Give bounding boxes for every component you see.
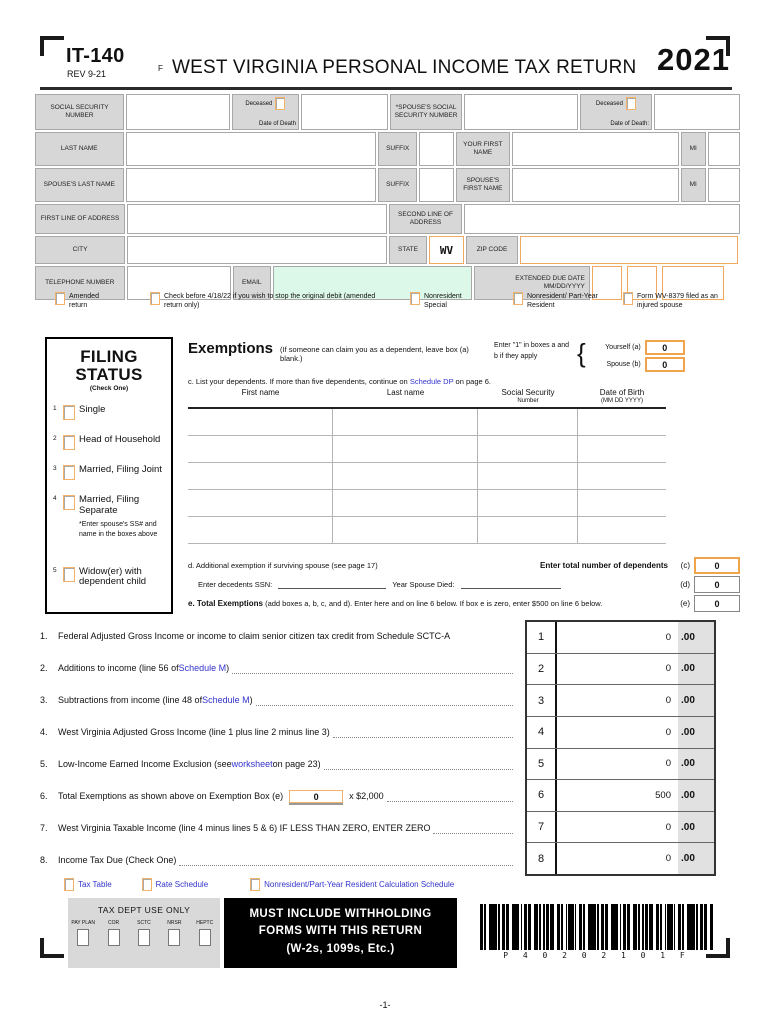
dependent-row (188, 409, 666, 436)
stop-debit-checkbox[interactable] (150, 292, 160, 305)
tax-dept-col-heptc: HEPTC (193, 920, 217, 946)
exemption-e-box[interactable]: 0 (694, 595, 740, 612)
last-name-input[interactable] (126, 132, 376, 166)
line-7-text: 7. West Virginia Taxable Income (line 4 minus lines 5 & 6) IF LESS THAN ZERO, ENTER ZERO (40, 812, 516, 844)
nonresident-calc-label: Nonresident/Part-Year Resident Calculation Schedule (264, 880, 455, 889)
amount-row-7: 7 0 .00 (527, 811, 714, 843)
header-first-name: First name (241, 388, 280, 397)
dotted-leader (433, 823, 513, 834)
tax-dept-col-sctc: SCTC (132, 920, 156, 946)
decedent-ssn-input[interactable] (278, 581, 386, 589)
schedule-m-link[interactable]: Schedule M (178, 662, 227, 673)
city-state-zip-row (35, 236, 740, 264)
line-3-text: 3. Subtractions from income (line 48 of Schedule M ) (40, 684, 516, 716)
line-6-text: 6. Total Exemptions as shown above on Exemption Box (e) 0 x $2,000 (40, 780, 516, 812)
dependent-ssn-cell[interactable] (478, 517, 578, 543)
last-name-label: LAST NAME (35, 132, 124, 166)
address2-input[interactable] (464, 204, 740, 234)
identity-section (35, 94, 740, 302)
spouse-suffix-input[interactable] (419, 168, 453, 202)
spouse-suffix-label: SUFFIX (378, 168, 417, 202)
page-number: -1- (379, 1000, 391, 1010)
barcode-block (480, 904, 713, 960)
tax-year: 2021 (657, 42, 730, 77)
line-8-amount[interactable]: 0 (665, 853, 671, 865)
filing-status-married-separate: 4 Married, Filing Separate *Enter spouse's SS# and name in the boxes above (53, 495, 167, 541)
filing-status-married-joint: 3 Married, Filing Joint (53, 465, 167, 480)
dependent-row (188, 436, 666, 463)
single-checkbox[interactable] (63, 405, 75, 420)
tax-dept-col-payplan: PAY PLAN (71, 920, 95, 946)
exemption-b-box[interactable]: 0 (645, 357, 685, 372)
amount-row-8: 8 0 .00 (527, 842, 714, 874)
email-label: EMAIL (233, 266, 271, 300)
tax-lines-text-column (40, 620, 516, 876)
part-year-resident-checkbox[interactable] (513, 292, 523, 305)
yourself-label: Yourself (a) (605, 344, 641, 351)
nonresident-special-checkbox[interactable] (410, 292, 420, 305)
amounts-box (525, 620, 716, 876)
suffix-input[interactable] (419, 132, 453, 166)
nonresident-calc-option (250, 878, 454, 891)
line-5-text: 5. Low-Income Earned Income Exclusion (see worksheet on page 23) (40, 748, 516, 780)
dependents-total-label: Enter total number of dependents (539, 561, 668, 570)
dependent-row (188, 490, 666, 517)
tax-dept-title: TAX DEPT USE ONLY (97, 905, 191, 915)
deceased-checkbox[interactable] (275, 97, 285, 110)
amount-row-1: 1 0 .00 (527, 622, 714, 653)
ssn-row (35, 94, 740, 130)
filing-status-subtitle: (Check One) (89, 384, 129, 392)
dependent-dob-cell[interactable] (578, 490, 666, 516)
filing-status-head-of-household: 2 Head of Household (53, 435, 167, 450)
suffix-label: SUFFIX (378, 132, 417, 166)
extended-due-date-label: EXTENDED DUE DATE MM/DD/YYYY (474, 266, 590, 300)
address1-label: FIRST LINE OF ADDRESS (35, 204, 125, 234)
spouse-first-name-label: SPOUSE'S FIRST NAME (456, 168, 510, 202)
dependent-last-name-cell[interactable] (333, 490, 478, 516)
part-year-resident-label: Nonresident/ Part-Year Resident (527, 293, 598, 310)
dependent-row (188, 517, 666, 544)
ssn-label: SOCIAL SECURITY NUMBER (35, 94, 124, 130)
line-d-row: d. Additional exemption if surviving spouse (see page 17) Enter total number of dependents (c) 0 (188, 556, 740, 575)
dependent-dob-cell[interactable] (578, 517, 666, 543)
spouse-ssn-input[interactable] (464, 94, 578, 130)
tax-table-label: Tax Table (78, 880, 112, 889)
address2-label: SECOND LINE OF ADDRESS (389, 204, 462, 234)
injured-spouse-label: Form WV-8379 filed as an injured spouse (637, 293, 718, 310)
header-ssn: Social Security Number (501, 388, 555, 404)
tax-dept-col-cor: COR (102, 920, 126, 946)
tax-dept-checkbox (138, 929, 150, 946)
state-input[interactable]: WV (429, 236, 464, 264)
dependent-ssn-cell[interactable] (478, 409, 578, 435)
exemptions-header (188, 340, 740, 374)
spouse-last-name-row (35, 168, 740, 202)
header-dob: Date of Birth (MM DD YYYY) (599, 388, 645, 404)
exemption-d-box[interactable]: 0 (694, 576, 740, 593)
dotted-leader (324, 759, 513, 770)
return-type-row (35, 292, 740, 328)
withholding-notice: MUST INCLUDE WITHHOLDING FORMS WITH THIS RETURN (W-2s, 1099s, Etc.) (224, 898, 457, 968)
amount-row-3: 3 0 .00 (527, 684, 714, 716)
dependent-row (188, 463, 666, 490)
head-of-household-checkbox[interactable] (63, 435, 75, 450)
dependents-table (188, 387, 666, 544)
schedule-dp-link[interactable]: Schedule DP (409, 377, 454, 386)
dependents-instruction: c. List your dependents. If more than five dependents, continue on Schedule DP on page 6. (188, 377, 492, 386)
brace-glyph: { (577, 338, 586, 368)
married-separate-checkbox[interactable] (63, 495, 75, 510)
dependent-first-name-cell[interactable] (188, 409, 333, 435)
amount-row-4: 4 0 .00 (527, 716, 714, 748)
exemption-c-box[interactable]: 0 (694, 557, 740, 574)
spouse-deceased-cell (580, 94, 652, 130)
nonresident-calc-checkbox[interactable] (250, 878, 260, 891)
line-8-text: 8. Income Tax Due (Check One) (40, 844, 516, 876)
line-2-amount[interactable]: 0 (665, 663, 671, 675)
corner-mark (40, 938, 64, 958)
stop-debit-option (150, 292, 395, 311)
address1-input[interactable] (127, 204, 387, 234)
dotted-leader (179, 855, 513, 866)
line-3-amount[interactable]: 0 (665, 695, 671, 707)
dependent-last-name-cell[interactable] (333, 436, 478, 462)
dependent-dob-cell[interactable] (578, 436, 666, 462)
tax-method-options (64, 878, 454, 891)
dependent-last-name-cell[interactable] (333, 409, 478, 435)
tax-dept-checkbox (77, 929, 89, 946)
line-4-text: 4. West Virginia Adjusted Gross Income (line 1 plus line 2 minus line 3) (40, 716, 516, 748)
nonresident-special-label: Nonresident Special (424, 293, 462, 310)
exemptions-title: Exemptions (188, 340, 274, 357)
exemptions-note: (If someone can claim you as a dependent, leave box (a) blank.) (280, 345, 469, 363)
spouse-date-of-death-label: Date of Death: (610, 121, 650, 127)
dependent-last-name-cell[interactable] (333, 463, 478, 489)
line-e-row: e. Total Exemptions (add boxes a, b, c, and d). Enter here and on line 6 below. If box e is zero, enter $500 on line 6 below. (e) 0 (188, 594, 740, 613)
amended-return-checkbox[interactable] (55, 292, 65, 305)
tax-dept-use-only-box (68, 898, 220, 968)
worksheet-link[interactable]: worksheet (231, 758, 273, 769)
tax-table-checkbox[interactable] (64, 878, 74, 891)
amended-return-option (55, 292, 115, 311)
ssn-input[interactable] (126, 94, 230, 130)
spouse-last-name-label: SPOUSE'S LAST NAME (35, 168, 124, 202)
line-6-amount[interactable]: 500 (655, 789, 671, 801)
tax-dept-checkbox (108, 929, 120, 946)
nonresident-special-option (410, 292, 472, 311)
spouse-last-name-input[interactable] (126, 168, 376, 202)
dotted-leader (232, 663, 513, 674)
filing-status-box (45, 337, 173, 614)
filing-status-single: 1 Single (53, 405, 167, 420)
form-header (40, 44, 732, 90)
spouse-deceased-checkbox[interactable] (626, 97, 636, 110)
deceased-cell (232, 94, 299, 130)
line-4-amount[interactable]: 0 (665, 726, 671, 738)
line-7-amount[interactable]: 0 (665, 821, 671, 833)
married-separate-note: *Enter spouse's SS# and name in the boxes above (79, 520, 158, 539)
exemptions-ab-boxes (589, 340, 685, 374)
tax-dept-checkbox (199, 929, 211, 946)
schedule-m-link[interactable]: Schedule M (202, 694, 250, 705)
dependent-first-name-cell[interactable] (188, 517, 333, 543)
line-1-text: 1. Federal Adjusted Gross Income or income to claim senior citizen tax credit from Schedule SCTC-A (40, 630, 451, 641)
spouse-deceased-label: Deceased (595, 100, 623, 107)
city-input[interactable] (127, 236, 387, 264)
last-name-row (35, 132, 740, 166)
rate-schedule-option (142, 878, 208, 891)
f-mark: F (158, 64, 163, 73)
amended-return-label: Amended return (69, 293, 99, 310)
spouse-date-of-death-input[interactable] (654, 94, 740, 130)
date-of-death-input[interactable] (301, 94, 388, 130)
date-of-death-label: Date of Death (258, 121, 297, 127)
stop-debit-label: Check before 4/18/22 if you wish to stop the original debit (amended return only) (164, 293, 376, 310)
spouse-ssn-label: *SPOUSE'S SOCIAL SECURITY NUMBER (390, 94, 462, 130)
spouse-first-name-input[interactable] (512, 168, 679, 202)
tax-dept-col-nrsr: NRSR (162, 920, 186, 946)
amount-row-2: 2 0 .00 (527, 653, 714, 685)
deceased-label: Deceased (245, 100, 273, 107)
city-label: CITY (35, 236, 125, 264)
exemption-a-box[interactable]: 0 (645, 340, 685, 355)
line-5-amount[interactable]: 0 (665, 758, 671, 770)
header-last-name: Last name (386, 388, 425, 397)
spouse-label: Spouse (b) (606, 361, 641, 368)
exemptions-cde-block (188, 556, 740, 613)
dependent-first-name-cell[interactable] (188, 436, 333, 462)
dotted-leader (256, 695, 513, 706)
line-2-text: 2. Additions to income (line 56 of Schedule M ) (40, 652, 516, 684)
dependent-ssn-cell[interactable] (478, 463, 578, 489)
barcode-text: P 4 0 2 0 2 1 0 1 F (503, 951, 690, 960)
dependent-first-name-cell[interactable] (188, 463, 333, 489)
widower-checkbox[interactable] (63, 567, 75, 582)
mi-label: MI (681, 132, 706, 166)
mi-input[interactable] (708, 132, 740, 166)
injured-spouse-option (623, 292, 723, 311)
first-name-input[interactable] (512, 132, 679, 166)
tax-lines-section (40, 620, 716, 876)
tax-table-option (64, 878, 112, 891)
zip-input[interactable] (520, 236, 738, 264)
rate-schedule-label: Rate Schedule (155, 880, 209, 889)
dependent-ssn-cell[interactable] (478, 436, 578, 462)
dotted-leader (333, 727, 513, 738)
spouse-mi-label: MI (681, 168, 706, 202)
filing-status-widower: 5 Widow(er) with dependent child (53, 565, 147, 588)
filing-status-options (53, 405, 167, 589)
part-year-resident-option (513, 292, 608, 311)
form-revision: REV 9-21 (67, 69, 107, 79)
page-title: WEST VIRGINIA PERSONAL INCOME TAX RETURN (172, 57, 637, 78)
exemptions-section (188, 340, 740, 618)
amount-row-5: 5 0 .00 (527, 748, 714, 780)
dependent-dob-cell[interactable] (578, 409, 666, 435)
tax-dept-checkbox (168, 929, 180, 946)
dotted-leader (387, 791, 513, 802)
rate-schedule-checkbox[interactable] (142, 878, 152, 891)
state-label: STATE (389, 236, 427, 264)
dependent-first-name-cell[interactable] (188, 490, 333, 516)
first-name-label: YOUR FIRST NAME (456, 132, 510, 166)
zip-label: ZIP CODE (466, 236, 518, 264)
line-1-amount[interactable]: 0 (665, 631, 671, 643)
married-joint-checkbox[interactable] (63, 465, 75, 480)
form-id: IT-140 (66, 45, 125, 67)
exemption-count-box[interactable]: 0 (289, 790, 343, 803)
barcode-image (480, 904, 713, 950)
phone-label: TELEPHONE NUMBER (35, 266, 125, 300)
injured-spouse-checkbox[interactable] (623, 292, 633, 305)
dependent-dob-cell[interactable] (578, 463, 666, 489)
decedent-row: Enter decedents SSN: Year Spouse Died: (d) 0 (188, 575, 740, 594)
spouse-mi-input[interactable] (708, 168, 740, 202)
dependent-ssn-cell[interactable] (478, 490, 578, 516)
address-row (35, 204, 740, 234)
exemptions-enter-note: Enter "1" in boxes a and b if they apply (494, 342, 570, 360)
dependent-last-name-cell[interactable] (333, 517, 478, 543)
amount-row-6: 6 500 .00 (527, 779, 714, 811)
dependents-table-header (188, 387, 666, 409)
year-spouse-died-input[interactable] (461, 581, 561, 589)
filing-status-title: FILING STATUS (75, 347, 143, 384)
